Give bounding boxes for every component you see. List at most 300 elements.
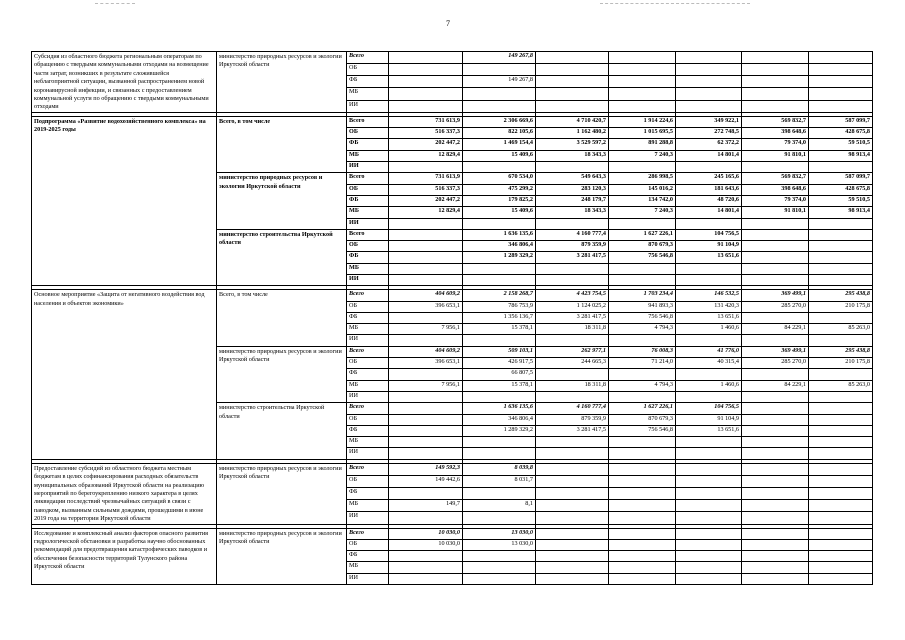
amount-cell: 731 613,9	[389, 116, 463, 127]
amount-cell	[742, 512, 809, 524]
amount-cell: 210 175,8	[809, 358, 873, 369]
amount-cell: 1 162 480,2	[536, 128, 609, 139]
amount-cell: 7 956,1	[389, 324, 463, 335]
activity-description: Исследование и комплексный анализ факторов опасного развития гидрологической обстановки и разработка научно обоснованных рекомендаций для предотвращения катастрофических паводков и обеспечения безопасности территорий Тулунского района Иркутской области	[32, 528, 217, 584]
amount-cell	[809, 76, 873, 88]
funding-source: ФБ	[347, 252, 389, 263]
funding-source: ОБ	[347, 64, 389, 76]
amount-cell	[609, 500, 676, 512]
amount-cell: 59 510,5	[809, 195, 873, 206]
amount-cell	[809, 488, 873, 500]
amount-cell	[742, 551, 809, 562]
amount-cell: 91 104,9	[676, 241, 742, 252]
amount-cell	[742, 263, 809, 274]
amount-cell	[676, 162, 742, 173]
amount-cell	[742, 241, 809, 252]
amount-cell	[389, 218, 463, 229]
amount-cell: 587 099,7	[809, 116, 873, 127]
amount-cell: 1 124 025,2	[536, 301, 609, 312]
activity-description: Основное мероприятие «Защита от негативного воздействия вод населения и объектов экономики»	[32, 290, 217, 459]
amount-cell: 1 015 695,5	[609, 128, 676, 139]
amount-cell: 134 742,0	[609, 195, 676, 206]
amount-cell	[389, 488, 463, 500]
amount-cell: 941 893,3	[609, 301, 676, 312]
amount-cell: 79 374,0	[742, 139, 809, 150]
amount-cell	[676, 64, 742, 76]
amount-cell	[742, 539, 809, 550]
amount-cell	[463, 218, 536, 229]
amount-cell	[463, 391, 536, 402]
amount-cell	[676, 448, 742, 459]
amount-cell	[676, 218, 742, 229]
amount-cell: 202 447,2	[389, 195, 463, 206]
amount-cell	[676, 335, 742, 346]
amount-cell: 248 179,7	[536, 195, 609, 206]
amount-cell: 85 263,0	[809, 380, 873, 391]
amount-cell	[742, 218, 809, 229]
amount-cell: 1 636 135,6	[463, 229, 536, 240]
amount-cell	[609, 100, 676, 112]
amount-cell: 62 372,2	[676, 139, 742, 150]
funding-source: Всего	[347, 229, 389, 240]
amount-cell	[809, 241, 873, 252]
scan-artifact-right	[600, 3, 750, 4]
amount-cell: 4 710 420,7	[536, 116, 609, 127]
amount-cell: 84 229,1	[742, 380, 809, 391]
amount-cell: 295 438,8	[809, 290, 873, 301]
amount-cell: 1 289 329,2	[463, 252, 536, 263]
funding-source: ИИ	[347, 100, 389, 112]
amount-cell: 98 913,4	[809, 150, 873, 161]
amount-cell: 786 753,9	[463, 301, 536, 312]
amount-cell	[676, 500, 742, 512]
amount-cell	[389, 414, 463, 425]
amount-cell: 1 469 154,4	[463, 139, 536, 150]
amount-cell: 15 378,1	[463, 324, 536, 335]
table-row	[32, 116, 873, 127]
amount-cell	[742, 463, 809, 475]
amount-cell: 670 534,0	[463, 173, 536, 184]
amount-cell	[742, 335, 809, 346]
amount-cell	[389, 425, 463, 436]
amount-cell	[676, 512, 742, 524]
amount-cell	[463, 88, 536, 100]
amount-cell	[609, 52, 676, 64]
funding-source: Всего	[347, 346, 389, 357]
amount-cell: 398 648,6	[742, 128, 809, 139]
funding-source: Всего	[347, 52, 389, 64]
amount-cell: 295 438,8	[809, 346, 873, 357]
amount-cell: 10 030,0	[389, 539, 463, 550]
amount-cell	[609, 437, 676, 448]
amount-cell	[389, 391, 463, 402]
amount-cell: 8,1	[463, 500, 536, 512]
responsible-executor: министерство природных ресурсов и экологии Иркутской области	[217, 346, 347, 402]
amount-cell	[609, 562, 676, 573]
amount-cell	[463, 275, 536, 286]
amount-cell: 13 651,6	[676, 312, 742, 323]
amount-cell	[676, 573, 742, 584]
amount-cell	[536, 64, 609, 76]
amount-cell: 145 016,2	[609, 184, 676, 195]
amount-cell	[809, 551, 873, 562]
amount-cell	[609, 573, 676, 584]
amount-cell	[742, 162, 809, 173]
amount-cell	[536, 218, 609, 229]
funding-source: ИИ	[347, 391, 389, 402]
amount-cell	[609, 551, 676, 562]
amount-cell: 10 030,0	[389, 528, 463, 539]
amount-cell	[742, 414, 809, 425]
amount-cell: 262 977,1	[536, 346, 609, 357]
amount-cell: 4 160 777,4	[536, 229, 609, 240]
amount-cell: 346 806,4	[463, 241, 536, 252]
amount-cell	[536, 162, 609, 173]
responsible-executor: министерство строительства Иркутской области	[217, 403, 347, 459]
amount-cell: 346 806,4	[463, 414, 536, 425]
amount-cell	[742, 573, 809, 584]
amount-cell	[676, 391, 742, 402]
amount-cell	[676, 528, 742, 539]
amount-cell	[536, 512, 609, 524]
amount-cell	[463, 448, 536, 459]
amount-cell: 4 160 777,4	[536, 403, 609, 414]
amount-cell	[609, 162, 676, 173]
amount-cell	[742, 64, 809, 76]
amount-cell: 210 175,8	[809, 301, 873, 312]
amount-cell	[809, 52, 873, 64]
amount-cell: 1 460,6	[676, 324, 742, 335]
amount-cell: 13 030,0	[463, 528, 536, 539]
funding-source: МБ	[347, 150, 389, 161]
amount-cell	[389, 573, 463, 584]
amount-cell	[676, 100, 742, 112]
amount-cell: 40 315,4	[676, 358, 742, 369]
amount-cell: 79 374,0	[742, 195, 809, 206]
amount-cell	[536, 539, 609, 550]
amount-cell: 149,7	[389, 500, 463, 512]
amount-cell	[809, 263, 873, 274]
amount-cell	[536, 562, 609, 573]
funding-source: МБ	[347, 207, 389, 218]
amount-cell	[609, 488, 676, 500]
amount-cell: 1 627 226,1	[609, 229, 676, 240]
amount-cell: 1 914 224,6	[609, 116, 676, 127]
amount-cell: 98 913,4	[809, 207, 873, 218]
amount-cell: 516 337,3	[389, 184, 463, 195]
amount-cell: 13 651,6	[676, 425, 742, 436]
amount-cell	[536, 500, 609, 512]
funding-source: МБ	[347, 324, 389, 335]
amount-cell: 181 643,6	[676, 184, 742, 195]
amount-cell: 15 409,6	[463, 207, 536, 218]
amount-cell	[809, 162, 873, 173]
amount-cell	[389, 52, 463, 64]
amount-cell	[389, 252, 463, 263]
amount-cell	[536, 475, 609, 487]
responsible-executor: министерство природных ресурсов и экологии Иркутской области	[217, 463, 347, 524]
amount-cell	[742, 369, 809, 380]
amount-cell: 7 240,3	[609, 150, 676, 161]
amount-cell: 2 306 669,6	[463, 116, 536, 127]
funding-source: ФБ	[347, 195, 389, 206]
amount-cell: 4 794,3	[609, 380, 676, 391]
amount-cell: 1 627 226,1	[609, 403, 676, 414]
amount-cell	[389, 512, 463, 524]
amount-cell	[609, 528, 676, 539]
amount-cell: 18 343,3	[536, 207, 609, 218]
amount-cell	[609, 275, 676, 286]
funding-source: ФБ	[347, 425, 389, 436]
table-row	[32, 463, 873, 475]
amount-cell	[536, 275, 609, 286]
responsible-executor: министерство природных ресурсов и экологии Иркутской области	[217, 173, 347, 229]
amount-cell	[389, 275, 463, 286]
funding-source: ОБ	[347, 184, 389, 195]
amount-cell: 12 829,4	[389, 150, 463, 161]
amount-cell	[536, 335, 609, 346]
amount-cell	[536, 551, 609, 562]
funding-source: МБ	[347, 562, 389, 573]
amount-cell	[742, 88, 809, 100]
amount-cell: 3 281 417,5	[536, 312, 609, 323]
amount-cell: 8 039,8	[463, 463, 536, 475]
amount-cell	[676, 263, 742, 274]
amount-cell	[809, 369, 873, 380]
amount-cell: 286 998,5	[609, 173, 676, 184]
amount-cell: 1 703 234,4	[609, 290, 676, 301]
amount-cell: 91 104,9	[676, 414, 742, 425]
funding-source: Всего	[347, 403, 389, 414]
amount-cell	[809, 312, 873, 323]
amount-cell	[536, 88, 609, 100]
amount-cell	[609, 475, 676, 487]
funding-source: ИИ	[347, 573, 389, 584]
amount-cell: 285 270,0	[742, 301, 809, 312]
amount-cell	[609, 64, 676, 76]
funding-source: ФБ	[347, 488, 389, 500]
amount-cell	[609, 369, 676, 380]
amount-cell: 48 720,6	[676, 195, 742, 206]
funding-source: ФБ	[347, 312, 389, 323]
amount-cell: 91 810,1	[742, 150, 809, 161]
budget-table	[31, 51, 873, 585]
amount-cell: 2 158 268,7	[463, 290, 536, 301]
amount-cell: 59 510,5	[809, 139, 873, 150]
amount-cell: 4 794,3	[609, 324, 676, 335]
amount-cell: 1 460,6	[676, 380, 742, 391]
amount-cell: 369 499,1	[742, 290, 809, 301]
amount-cell: 879 359,9	[536, 414, 609, 425]
funding-source: ФБ	[347, 139, 389, 150]
amount-cell: 731 613,9	[389, 173, 463, 184]
amount-cell	[389, 562, 463, 573]
funding-source: ИИ	[347, 512, 389, 524]
amount-cell	[676, 437, 742, 448]
amount-cell	[742, 425, 809, 436]
funding-source: МБ	[347, 380, 389, 391]
amount-cell	[809, 100, 873, 112]
amount-cell	[809, 573, 873, 584]
amount-cell	[609, 512, 676, 524]
amount-cell: 428 675,8	[809, 184, 873, 195]
amount-cell: 104 756,5	[676, 403, 742, 414]
amount-cell: 549 643,3	[536, 173, 609, 184]
amount-cell: 587 099,7	[809, 173, 873, 184]
amount-cell	[463, 551, 536, 562]
funding-source: Всего	[347, 463, 389, 475]
amount-cell	[389, 64, 463, 76]
funding-source: ОБ	[347, 128, 389, 139]
amount-cell: 756 546,8	[609, 312, 676, 323]
amount-cell	[463, 488, 536, 500]
amount-cell: 1 289 329,2	[463, 425, 536, 436]
amount-cell	[536, 391, 609, 402]
amount-cell: 404 609,2	[389, 290, 463, 301]
amount-cell	[676, 463, 742, 475]
funding-source: ФБ	[347, 76, 389, 88]
amount-cell	[809, 463, 873, 475]
amount-cell	[742, 562, 809, 573]
activity-description: Подпрограмма «Развитие водохозяйственного комплекса» на 2019-2025 годы	[32, 116, 217, 285]
amount-cell: 396 653,1	[389, 358, 463, 369]
activity-description: Предоставление субсидий из областного бюджета местным бюджетам в целях софинансирования расходных обязательств муниципальных образований Иркутской области на реализацию мероприятий по берегоукреплению низкого характера в целях ликвидации последствий чрезвычайных ситуаций в связи с паводком, вызванным сильными дождями, прошедшими в июне 2019 года на территории Иркутской области	[32, 463, 217, 524]
amount-cell	[463, 100, 536, 112]
amount-cell: 14 801,4	[676, 207, 742, 218]
amount-cell: 4 423 754,5	[536, 290, 609, 301]
activity-description: Субсидия из областного бюджета региональным операторам по обращению с твердыми коммунальными отходами на возмещение части затрат, возникших в результате сложившейся неблагоприятной ситуации, вызванной распространением новой коронавирусной инфекции, и связанных с предоставлением коммунальной услуги по обращению с твердыми коммунальными отходами	[32, 52, 217, 113]
funding-source: ОБ	[347, 475, 389, 487]
table-row	[32, 290, 873, 301]
amount-cell: 879 359,9	[536, 241, 609, 252]
amount-cell	[609, 263, 676, 274]
amount-cell	[809, 88, 873, 100]
amount-cell	[809, 500, 873, 512]
amount-cell: 91 810,1	[742, 207, 809, 218]
amount-cell	[809, 391, 873, 402]
amount-cell: 398 648,6	[742, 184, 809, 195]
amount-cell: 283 120,3	[536, 184, 609, 195]
amount-cell	[742, 437, 809, 448]
amount-cell	[742, 275, 809, 286]
funding-source: ОБ	[347, 539, 389, 550]
amount-cell	[742, 448, 809, 459]
amount-cell: 149 442,6	[389, 475, 463, 487]
amount-cell: 149 267,8	[463, 76, 536, 88]
table-row	[32, 528, 873, 539]
amount-cell	[809, 425, 873, 436]
amount-cell	[809, 414, 873, 425]
amount-cell	[463, 437, 536, 448]
amount-cell: 285 270,0	[742, 358, 809, 369]
amount-cell	[809, 335, 873, 346]
amount-cell	[809, 252, 873, 263]
page-number: 7	[446, 19, 450, 28]
funding-source: Всего	[347, 116, 389, 127]
amount-cell: 272 748,5	[676, 128, 742, 139]
amount-cell	[809, 229, 873, 240]
amount-cell: 396 653,1	[389, 301, 463, 312]
amount-cell	[536, 437, 609, 448]
amount-cell: 3 281 417,5	[536, 252, 609, 263]
amount-cell	[676, 76, 742, 88]
amount-cell: 822 105,6	[463, 128, 536, 139]
amount-cell: 179 825,2	[463, 195, 536, 206]
amount-cell: 245 165,6	[676, 173, 742, 184]
amount-cell	[742, 52, 809, 64]
amount-cell: 1 356 136,7	[463, 312, 536, 323]
amount-cell	[742, 403, 809, 414]
scan-artifact-left	[95, 3, 135, 4]
amount-cell: 13 030,0	[463, 539, 536, 550]
funding-source: Всего	[347, 290, 389, 301]
amount-cell: 3 529 597,2	[536, 139, 609, 150]
funding-source: ИИ	[347, 335, 389, 346]
amount-cell	[809, 512, 873, 524]
amount-cell: 244 665,3	[536, 358, 609, 369]
amount-cell: 870 679,3	[609, 241, 676, 252]
amount-cell	[389, 437, 463, 448]
amount-cell: 3 281 417,5	[536, 425, 609, 436]
amount-cell	[389, 335, 463, 346]
amount-cell: 569 832,7	[742, 116, 809, 127]
amount-cell	[463, 573, 536, 584]
funding-source: ИИ	[347, 218, 389, 229]
funding-source: ОБ	[347, 241, 389, 252]
amount-cell: 404 609,2	[389, 346, 463, 357]
amount-cell: 349 922,1	[676, 116, 742, 127]
amount-cell	[742, 475, 809, 487]
amount-cell	[742, 312, 809, 323]
funding-source: МБ	[347, 263, 389, 274]
amount-cell	[609, 448, 676, 459]
amount-cell: 146 532,5	[676, 290, 742, 301]
amount-cell	[809, 528, 873, 539]
amount-cell: 369 499,1	[742, 346, 809, 357]
amount-cell	[742, 528, 809, 539]
amount-cell	[463, 562, 536, 573]
amount-cell	[609, 335, 676, 346]
amount-cell	[676, 539, 742, 550]
amount-cell	[536, 369, 609, 380]
funding-source: ФБ	[347, 369, 389, 380]
amount-cell	[742, 229, 809, 240]
amount-cell: 41 776,0	[676, 346, 742, 357]
amount-cell: 149 267,8	[463, 52, 536, 64]
amount-cell	[389, 88, 463, 100]
funding-source: Всего	[347, 173, 389, 184]
amount-cell	[536, 463, 609, 475]
amount-cell: 12 829,4	[389, 207, 463, 218]
amount-cell: 516 337,3	[389, 128, 463, 139]
amount-cell: 149 592,3	[389, 463, 463, 475]
amount-cell	[389, 551, 463, 562]
amount-cell	[676, 275, 742, 286]
amount-cell	[676, 562, 742, 573]
amount-cell: 7 956,1	[389, 380, 463, 391]
amount-cell	[609, 463, 676, 475]
amount-cell	[609, 539, 676, 550]
responsible-executor: министерство природных ресурсов и экологии Иркутской области	[217, 52, 347, 113]
amount-cell: 18 343,3	[536, 150, 609, 161]
amount-cell	[742, 252, 809, 263]
funding-source: ИИ	[347, 448, 389, 459]
amount-cell	[463, 512, 536, 524]
funding-source: ОБ	[347, 358, 389, 369]
responsible-executor: министерство строительства Иркутской области	[217, 229, 347, 285]
responsible-executor: Всего, в том числе	[217, 290, 347, 346]
amount-cell	[389, 76, 463, 88]
